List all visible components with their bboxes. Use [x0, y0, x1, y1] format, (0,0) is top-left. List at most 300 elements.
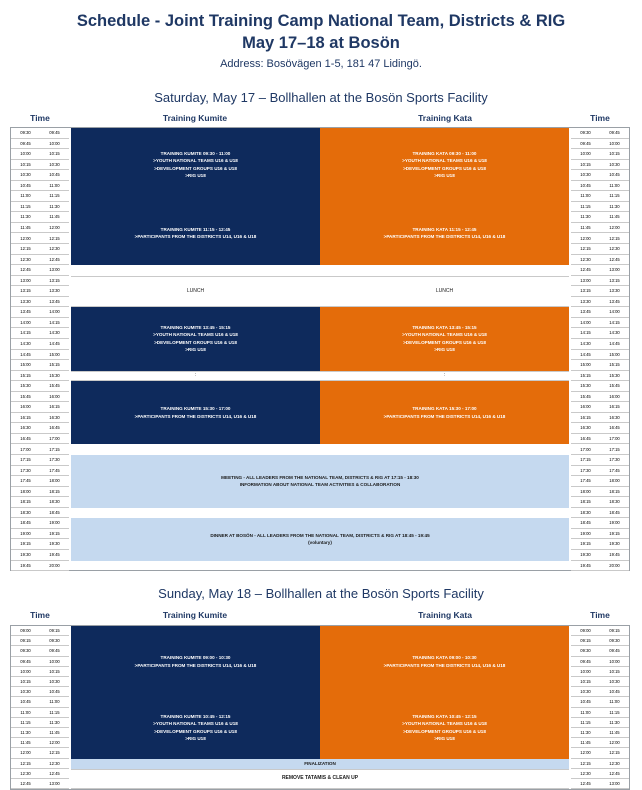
meeting-block-line: INFORMATION ABOUT NATIONAL TEAM ACTIVITIES & COLLABORATION: [239, 482, 401, 488]
time-end: 10:30: [609, 161, 620, 167]
time-start: 13:45: [580, 309, 591, 315]
time-end: 12:15: [49, 235, 60, 241]
time-start: 09:45: [580, 658, 591, 664]
time-row: [571, 455, 629, 466]
time-end: 12:00: [49, 740, 60, 746]
time-row: [11, 667, 69, 677]
time-start: 14:00: [580, 319, 591, 325]
kumite-training-block-line: >RIG U18: [185, 736, 206, 742]
time-row: [11, 445, 69, 456]
time-start: 14:30: [20, 341, 31, 346]
time-end: 15:00: [49, 351, 60, 357]
time-row: [571, 181, 629, 192]
time-end: 13:00: [49, 267, 60, 273]
time-end: 17:00: [49, 435, 60, 441]
time-end: 12:15: [609, 235, 620, 241]
time-start: 15:00: [20, 362, 31, 368]
time-end: 18:45: [49, 509, 60, 515]
time-start: 12:45: [20, 267, 31, 273]
time-end: 10:00: [49, 658, 60, 664]
time-start: 12:45: [580, 267, 591, 273]
time-end: 12:15: [49, 750, 60, 756]
kata-training-block: [320, 381, 569, 444]
time-start: 09:45: [20, 658, 31, 664]
time-row: [571, 318, 629, 329]
kumite-plain-block-line: LUNCH: [186, 287, 205, 294]
time-row: [11, 392, 69, 403]
time-start: 12:00: [20, 750, 31, 756]
time-row: [571, 350, 629, 361]
time-start: 14:45: [580, 351, 591, 357]
time-start: 09:30: [580, 648, 591, 654]
time-end: 18:15: [609, 488, 620, 494]
time-end: 18:15: [49, 488, 60, 494]
time-row: [571, 381, 629, 392]
kata-header: Training Kata: [418, 610, 472, 620]
dinner-block-line: (voluntary): [308, 540, 332, 546]
time-end: 11:30: [609, 203, 620, 209]
time-end: 10:15: [49, 151, 60, 157]
time-row: [571, 128, 629, 139]
kata-training-block-line: TRAINING KATA 10:45 - 12:15: [412, 713, 477, 719]
time-end: 12:30: [609, 760, 620, 766]
time-row: [571, 636, 629, 646]
time-start: 14:00: [20, 319, 31, 325]
kumite-plain-block: [71, 276, 320, 308]
cleanup-block: REMOVE TATAMIS & CLEAN UP: [71, 769, 569, 789]
time-end: 19:30: [609, 541, 620, 547]
time-end: 14:30: [609, 330, 620, 336]
time-start: 11:45: [580, 740, 591, 746]
time-end: 13:15: [49, 277, 60, 283]
kumite-training-block-line: TRAINING KUMITE 15:30 - 17:00: [160, 406, 231, 412]
time-row: [571, 476, 629, 487]
time-start: 10:00: [580, 668, 591, 674]
time-header-left: Time: [30, 113, 50, 123]
time-end: 10:00: [49, 140, 60, 146]
time-start: 11:30: [20, 730, 31, 735]
time-row: [11, 413, 69, 424]
time-row: [11, 497, 69, 508]
time-start: 09:30: [20, 130, 31, 135]
time-start: 15:15: [20, 372, 31, 378]
time-end: 19:00: [609, 520, 620, 526]
time-end: 16:45: [49, 425, 60, 431]
time-row: [571, 212, 629, 223]
time-end: 17:30: [49, 457, 60, 463]
time-row: [11, 455, 69, 466]
time-row: [571, 626, 629, 636]
time-end: 09:45: [49, 648, 60, 654]
time-start: 19:45: [580, 562, 591, 568]
time-row: [571, 718, 629, 728]
kata-training-block-line: TRAINING KATA 09:00 - 10:30: [412, 655, 477, 661]
time-start: 12:30: [20, 256, 31, 262]
time-row: [11, 748, 69, 758]
kumite-training-block-line: >PARTICIPANTS FROM THE DISTRICTS U14, U16 & U18: [134, 234, 257, 240]
time-end: 18:30: [609, 499, 620, 505]
time-row: [11, 769, 69, 779]
time-end: 12:45: [609, 770, 620, 776]
time-start: 15:15: [580, 372, 591, 378]
time-start: 17:30: [580, 467, 591, 473]
time-end: 09:45: [609, 648, 620, 654]
kumite-training-block-line: TRAINING KUMITE 13:45 - 15:15: [160, 324, 231, 330]
time-end: 17:00: [609, 435, 620, 441]
time-start: 11:15: [580, 203, 591, 209]
time-row: [11, 697, 69, 707]
time-start: 14:15: [20, 330, 31, 336]
kata-training-block-line: >RIG U18: [434, 173, 455, 179]
time-start: 09:30: [580, 130, 591, 135]
time-start: 16:00: [580, 404, 591, 410]
time-start: 10:00: [20, 151, 31, 157]
saturday-schedule-table: [10, 127, 630, 571]
time-row: [11, 539, 69, 550]
time-start: 16:45: [580, 435, 591, 441]
kata-header: Training Kata: [418, 113, 472, 123]
time-row: [11, 318, 69, 329]
time-start: 12:45: [580, 781, 591, 786]
time-row: [11, 181, 69, 192]
time-row: [11, 402, 69, 413]
time-end: 19:00: [49, 520, 60, 526]
kumite-training-block-line: TRAINING KUMITE 09:30 - 11:00: [160, 150, 231, 156]
time-start: 12:30: [580, 770, 591, 776]
time-end: 11:30: [49, 203, 60, 209]
time-end: 10:45: [49, 689, 60, 695]
kata-plain-block-line: LUNCH: [435, 287, 454, 294]
time-header-right: Time: [590, 610, 610, 620]
time-end: 11:30: [49, 719, 60, 725]
sunday-schedule-table: [10, 625, 630, 790]
time-row: [571, 466, 629, 477]
time-start: 11:00: [20, 709, 31, 715]
kata-plain-block: [320, 276, 569, 308]
time-start: 18:30: [20, 509, 31, 515]
kumite-training-block-line: >DEVELOPMENT GROUPS U16 & U18: [154, 165, 237, 171]
time-row: [11, 360, 69, 371]
time-row: [571, 392, 629, 403]
time-start: 19:15: [20, 541, 31, 547]
time-start: 15:30: [580, 383, 591, 389]
time-start: 11:00: [20, 193, 31, 199]
time-start: 17:15: [20, 457, 31, 463]
time-end: 11:00: [609, 182, 620, 188]
time-end: 11:45: [609, 730, 620, 735]
time-start: 11:00: [580, 709, 591, 715]
time-end: 11:15: [49, 709, 60, 715]
time-row: [571, 769, 629, 779]
kumite-training-block-line: >YOUTH NATIONAL TEAMS U16 & U18: [153, 721, 238, 727]
time-start: 10:45: [580, 182, 591, 188]
time-end: 12:00: [609, 740, 620, 746]
kata-training-block-line: TRAINING KATA 09:30 - 11:00: [412, 150, 477, 156]
kumite-training-block: [71, 202, 320, 265]
time-start: 11:15: [20, 719, 31, 725]
time-end: 18:45: [609, 509, 620, 515]
kata-training-block-line: >DEVELOPMENT GROUPS U16 & U18: [403, 339, 486, 345]
kumite-training-block: [71, 626, 320, 697]
time-row: [11, 297, 69, 308]
time-row: [571, 561, 629, 572]
time-row: [11, 139, 69, 150]
time-row: [11, 646, 69, 656]
time-end: 13:30: [49, 288, 60, 294]
time-row: [11, 244, 69, 255]
time-row: [571, 328, 629, 339]
time-row: [571, 738, 629, 748]
time-row: [571, 160, 629, 171]
time-row: [571, 759, 629, 769]
time-end: 11:15: [609, 709, 620, 715]
time-end: 19:45: [609, 552, 620, 557]
time-start: 11:30: [580, 214, 591, 220]
time-row: [571, 307, 629, 318]
meeting-block-line: MEETING - ALL LEADERS FROM THE NATIONAL TEAM, DISTRICTS & RIG AT 17:15 - 18:30: [221, 474, 419, 480]
time-end: 17:15: [609, 446, 620, 452]
time-end: 19:30: [49, 541, 60, 547]
time-start: 10:30: [580, 689, 591, 695]
time-start: 12:30: [20, 770, 31, 776]
time-end: 10:45: [609, 172, 620, 178]
time-start: 17:00: [20, 446, 31, 452]
kumite-training-block-line: >PARTICIPANTS FROM THE DISTRICTS U14, U16 & U18: [134, 662, 257, 668]
time-row: [11, 339, 69, 350]
time-row: [571, 423, 629, 434]
time-start: 13:45: [20, 309, 31, 315]
time-end: 11:45: [49, 214, 60, 220]
time-start: 16:30: [580, 425, 591, 431]
time-start: 13:15: [20, 288, 31, 294]
kumite-header: Training Kumite: [162, 113, 228, 123]
time-start: 18:30: [580, 509, 591, 515]
time-end: 13:45: [49, 298, 60, 304]
kata-training-block: [320, 626, 569, 697]
time-row: [571, 402, 629, 413]
time-row: [11, 350, 69, 361]
time-end: 17:30: [609, 457, 620, 463]
kumite-training-block-line: TRAINING KUMITE 10:45 - 12:15: [160, 713, 231, 719]
dinner-block-line: DINNER AT BOSÖN - ALL LEADERS FROM THE NATIONAL TEAM, DISTRICTS & RIG AT 18:45 - 19:45: [210, 532, 430, 538]
time-row: [11, 191, 69, 202]
kata-training-block-line: >PARTICIPANTS FROM THE DISTRICTS U14, U16 & U18: [383, 413, 506, 419]
kumite-training-block-line: TRAINING KUMITE 11:15 - 12:45: [160, 226, 231, 232]
page-subtitle: May 17–18 at Bosön: [242, 34, 400, 52]
time-row: [571, 170, 629, 181]
time-row: [571, 371, 629, 382]
time-end: 13:00: [609, 781, 620, 786]
time-end: 10:45: [49, 172, 60, 178]
time-row: [11, 657, 69, 667]
time-row: [11, 708, 69, 718]
time-row: [11, 265, 69, 276]
kumite-plain-block-line: :: [194, 372, 197, 379]
time-start: 19:15: [580, 541, 591, 547]
time-start: 11:15: [20, 203, 31, 209]
kata-training-block-line: >RIG U18: [434, 736, 455, 742]
time-end: 12:00: [49, 224, 60, 230]
time-row: [571, 244, 629, 255]
time-row: [11, 487, 69, 498]
time-end: 15:00: [609, 351, 620, 357]
time-row: [11, 286, 69, 297]
time-end: 10:45: [609, 689, 620, 695]
time-end: 11:15: [609, 193, 620, 199]
time-end: 11:30: [609, 719, 620, 725]
time-row: [11, 149, 69, 160]
time-row: [571, 413, 629, 424]
time-end: 13:45: [609, 298, 620, 304]
time-row: [571, 360, 629, 371]
time-start: 09:30: [20, 648, 31, 654]
time-start: 09:00: [20, 628, 31, 633]
time-row: [11, 636, 69, 646]
time-end: 11:00: [49, 699, 60, 705]
time-row: [11, 434, 69, 445]
kumite-training-block: [71, 381, 320, 444]
time-start: 10:30: [20, 172, 31, 178]
time-start: 14:30: [580, 341, 591, 346]
time-row: [11, 529, 69, 540]
time-row: [11, 328, 69, 339]
time-end: 12:30: [49, 246, 60, 252]
time-start: 16:45: [20, 435, 31, 441]
time-end: 17:45: [609, 467, 620, 473]
time-end: 18:00: [49, 478, 60, 484]
kumite-training-block: [71, 697, 320, 758]
time-end: 10:15: [49, 668, 60, 674]
time-start: 17:30: [20, 467, 31, 473]
time-row: [571, 646, 629, 656]
time-end: 13:00: [609, 267, 620, 273]
time-start: 16:00: [20, 404, 31, 410]
time-end: 18:00: [609, 478, 620, 484]
time-row: [11, 779, 69, 789]
kata-training-block-line: >DEVELOPMENT GROUPS U16 & U18: [403, 728, 486, 734]
time-row: [11, 276, 69, 287]
kumite-training-block-line: >DEVELOPMENT GROUPS U16 & U18: [154, 728, 237, 734]
time-start: 13:15: [580, 288, 591, 294]
time-row: [11, 561, 69, 572]
time-end: 09:30: [49, 638, 60, 644]
kumite-training-block: [71, 128, 320, 202]
time-end: 10:30: [609, 679, 620, 684]
time-start: 13:30: [580, 298, 591, 304]
time-end: 12:45: [49, 770, 60, 776]
time-row: [571, 445, 629, 456]
time-start: 10:45: [20, 182, 31, 188]
kata-training-block-line: >PARTICIPANTS FROM THE DISTRICTS U14, U16 & U18: [383, 662, 506, 668]
time-end: 14:15: [609, 319, 620, 325]
time-end: 17:45: [49, 467, 60, 473]
time-row: [11, 128, 69, 139]
time-start: 19:00: [580, 530, 591, 536]
time-end: 19:45: [49, 552, 60, 557]
kumite-training-block-line: >PARTICIPANTS FROM THE DISTRICTS U14, U16 & U18: [134, 413, 257, 419]
time-start: 11:45: [20, 224, 31, 230]
time-end: 10:30: [49, 161, 60, 167]
kumite-training-block-line: TRAINING KUMITE 09:00 - 10:30: [160, 655, 231, 661]
kata-training-block-line: >PARTICIPANTS FROM THE DISTRICTS U14, U16 & U18: [383, 234, 506, 240]
kata-training-block-line: >YOUTH NATIONAL TEAMS U16 & U18: [402, 721, 487, 727]
time-row: [571, 297, 629, 308]
time-row: [571, 748, 629, 758]
time-end: 16:30: [49, 414, 60, 420]
time-row: [11, 508, 69, 519]
time-end: 12:30: [609, 246, 620, 252]
time-header-left: Time: [30, 610, 50, 620]
time-start: 14:45: [20, 351, 31, 357]
time-start: 14:15: [580, 330, 591, 336]
time-start: 17:00: [580, 446, 591, 452]
time-end: 11:00: [609, 699, 620, 705]
time-row: [11, 759, 69, 769]
kumite-plain-block: [71, 371, 320, 382]
kata-plain-block-line: :: [443, 372, 446, 379]
time-row: [571, 487, 629, 498]
time-row: [571, 191, 629, 202]
time-start: 12:45: [20, 781, 31, 786]
time-row: [571, 667, 629, 677]
time-row: [571, 708, 629, 718]
time-start: 13:00: [20, 277, 31, 283]
time-row: [571, 508, 629, 519]
time-start: 18:15: [580, 499, 591, 505]
time-end: 12:00: [609, 224, 620, 230]
time-start: 12:30: [580, 256, 591, 262]
time-row: [571, 255, 629, 266]
time-start: 09:45: [580, 140, 591, 146]
kumite-training-block-line: >RIG U18: [185, 173, 206, 179]
time-row: [571, 223, 629, 234]
time-start: 12:15: [20, 246, 31, 252]
kata-training-block: [320, 307, 569, 370]
time-end: 20:00: [609, 562, 620, 568]
time-start: 12:15: [580, 760, 591, 766]
time-end: 16:00: [49, 393, 60, 399]
time-row: [571, 497, 629, 508]
time-row: [571, 728, 629, 738]
kata-training-block: [320, 697, 569, 758]
time-end: 15:45: [49, 383, 60, 389]
time-row: [11, 223, 69, 234]
time-end: 11:45: [609, 214, 620, 220]
time-end: 10:30: [49, 679, 60, 684]
time-end: 09:15: [49, 628, 60, 633]
time-start: 11:30: [20, 214, 31, 220]
time-start: 15:45: [580, 393, 591, 399]
time-start: 11:15: [580, 719, 591, 725]
time-end: 19:15: [49, 530, 60, 536]
time-end: 15:45: [609, 383, 620, 389]
time-start: 16:15: [580, 414, 591, 420]
time-start: 15:00: [580, 362, 591, 368]
time-start: 16:15: [20, 414, 31, 420]
time-start: 19:30: [20, 552, 31, 557]
time-start: 09:15: [580, 638, 591, 644]
time-end: 12:45: [49, 256, 60, 262]
time-end: 11:15: [49, 193, 60, 199]
time-row: [11, 160, 69, 171]
kumite-training-block-line: >YOUTH NATIONAL TEAMS U16 & U18: [153, 332, 238, 338]
time-row: [571, 265, 629, 276]
time-row: [11, 677, 69, 687]
time-row: [11, 212, 69, 223]
time-row: [571, 529, 629, 540]
time-start: 18:00: [20, 488, 31, 494]
time-row: [571, 779, 629, 789]
